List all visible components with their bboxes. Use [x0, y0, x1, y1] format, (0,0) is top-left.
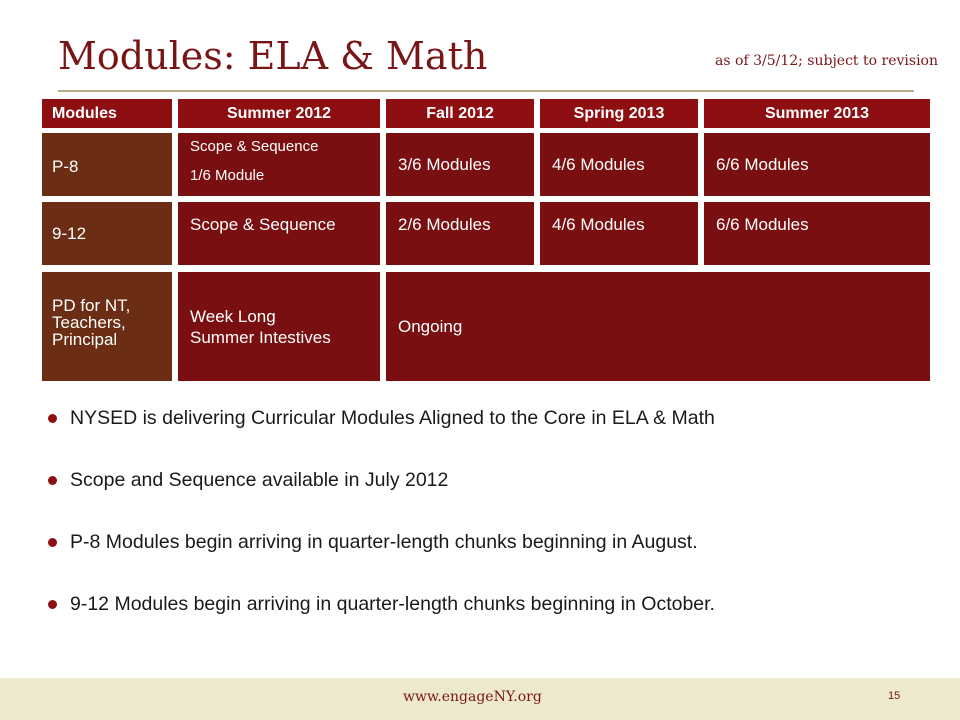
cell-p8-spring-2013: 4/6 Modules: [540, 133, 698, 196]
cell-9-12-spring-2013: 4/6 Modules: [540, 202, 698, 265]
cell-9-12-summer-2013: 6/6 Modules: [704, 202, 930, 265]
footer-band: [0, 678, 960, 720]
slide-title: Modules: ELA & Math: [58, 34, 488, 78]
header-summer-2012: Summer 2012: [178, 99, 380, 128]
cell-line: Scope & Sequence: [190, 138, 319, 155]
header-summer-2013: Summer 2013: [704, 99, 930, 128]
cell-9-12-fall-2012: 2/6 Modules: [386, 202, 534, 265]
bullet-text: 9-12 Modules begin arriving in quarter-length chunks beginning in October.: [70, 593, 715, 615]
cell-line: 1/6 Module: [190, 167, 265, 184]
cell-pd-ongoing: Ongoing: [386, 272, 930, 381]
footer-url-link[interactable]: www.engageNY.org: [403, 689, 542, 705]
bullet-dot-icon: [48, 538, 57, 547]
cell-p8-fall-2012: 3/6 Modules: [386, 133, 534, 196]
row-label-line: Teachers,: [52, 313, 126, 332]
row-label-pd: [42, 272, 172, 381]
header-fall-2012: Fall 2012: [386, 99, 534, 128]
bullet-list: [48, 402, 715, 650]
cell-9-12-summer-2012: Scope & Sequence: [178, 202, 380, 265]
row-label-p8: P-8: [42, 133, 172, 196]
bullet-dot-icon: [48, 414, 57, 423]
bullet-text: NYSED is delivering Curricular Modules Aligned to the Core in ELA & Math: [70, 407, 715, 429]
revision-note: as of 3/5/12; subject to revision: [715, 53, 938, 69]
cell-pd-summer-2012: [178, 272, 380, 381]
cell-p8-summer-2013: 6/6 Modules: [704, 133, 930, 196]
bullet-dot-icon: [48, 476, 57, 485]
row-label-9-12: 9-12: [42, 202, 172, 265]
bullet-text: Scope and Sequence available in July 2012: [70, 469, 449, 491]
header-spring-2013: Spring 2013: [540, 99, 698, 128]
page-number: 15: [888, 690, 901, 702]
bullet-item: [48, 588, 715, 620]
bullet-item: [48, 464, 715, 496]
cell-p8-summer-2012: [178, 133, 380, 196]
row-label-line: Principal: [52, 330, 118, 349]
modules-table: [42, 99, 930, 381]
bullet-dot-icon: [48, 600, 57, 609]
title-divider: [58, 90, 914, 92]
cell-line: Week Long: [190, 307, 276, 326]
bullet-item: [48, 402, 715, 434]
cell-line: Summer Intestives: [190, 328, 331, 347]
bullet-item: [48, 526, 715, 558]
row-label-line: PD for NT,: [52, 296, 131, 315]
bullet-text: P-8 Modules begin arriving in quarter-length chunks beginning in August.: [70, 531, 698, 553]
header-modules: Modules: [42, 99, 172, 128]
